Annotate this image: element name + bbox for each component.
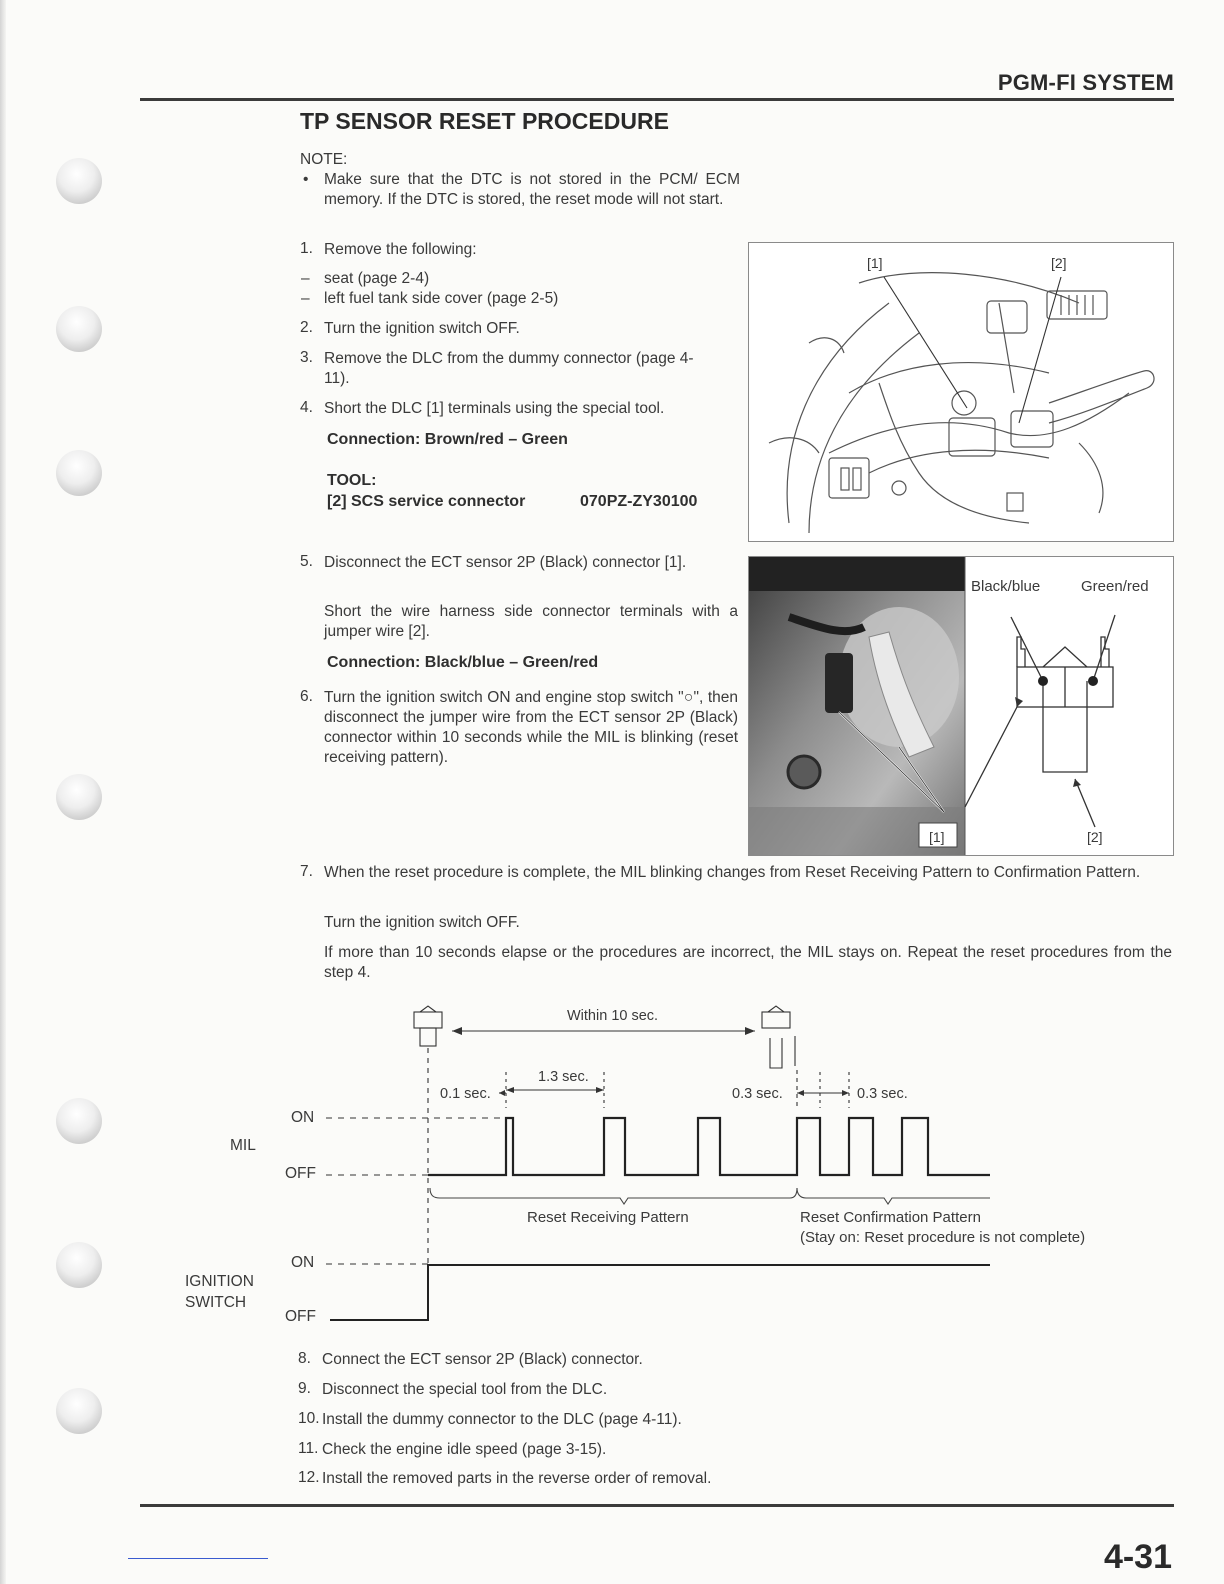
timing-label: Within 10 sec. (567, 1008, 659, 1024)
timing-label: 0.3 sec. (732, 1086, 783, 1102)
off-label: OFF (285, 1308, 316, 1325)
ignition-label: IGNITION (185, 1273, 254, 1290)
timing-label: 1.3 sec. (538, 1069, 589, 1085)
wire-color-label: Green/red (1081, 578, 1149, 595)
off-label: OFF (285, 1165, 316, 1182)
step-number: 1. (300, 240, 313, 257)
on-label: ON (291, 1109, 315, 1126)
bullet-icon: • (303, 171, 309, 188)
step-text: Turn the ignition switch ON and engine stop switch "○", then disconnect the jumper wire from the ECT sensor 2P (Black) connector within 10 seconds while the MIL is blinking (reset receiving pattern). (324, 689, 738, 766)
step-text: Disconnect the ECT sensor 2P (Black) connector [1]. (324, 554, 687, 571)
callout-label: [1] (867, 255, 883, 271)
step-text: When the reset procedure is complete, the MIL blinking changes from Reset Receiving Pattern to Confirmation Pattern. (324, 864, 1141, 881)
step-text: Install the dummy connector to the DLC (page 4-11). (322, 1411, 682, 1428)
step-number: 7. (300, 863, 313, 880)
connection-spec: Connection: Black/blue – Green/red (327, 654, 599, 671)
step-text: Remove the DLC from the dummy connector (page 4-11). (324, 350, 694, 387)
dash-icon: – (301, 270, 310, 287)
step-number: 12. (298, 1469, 320, 1486)
step-text: Turn the ignition switch OFF. (324, 320, 520, 337)
pattern-label: Reset Confirmation Pattern (800, 1209, 981, 1226)
step-number: 9. (298, 1380, 311, 1397)
timing-label: 0.1 sec. (440, 1086, 491, 1102)
procedure-title: TP SENSOR RESET PROCEDURE (300, 108, 669, 134)
note-label: NOTE: (300, 151, 348, 168)
remove-item: seat (page 2-4) (324, 270, 430, 287)
callout-label: [1] (929, 829, 945, 845)
footer-rule (140, 1504, 1174, 1507)
pattern-label: Reset Receiving Pattern (527, 1209, 689, 1226)
step-number: 3. (300, 349, 313, 366)
step-detail: Turn the ignition switch OFF. (324, 914, 520, 931)
step-text: Short the DLC [1] terminals using the special tool. (324, 400, 665, 417)
step-detail: If more than 10 seconds elapse or the procedures are incorrect, the MIL stays on. Repeat the reset procedures from the step 4. (324, 944, 1172, 981)
ignition-label: SWITCH (185, 1294, 247, 1311)
section-title: PGM-FI SYSTEM (997, 70, 1174, 95)
step-text: Check the engine idle speed (page 3-15). (322, 1441, 607, 1458)
tool-label: TOOL: (327, 472, 377, 489)
callout-label: [2] (1051, 255, 1067, 271)
tool-number: 070PZ-ZY30100 (580, 493, 698, 510)
step-text: Install the removed parts in the reverse order of removal. (322, 1470, 712, 1487)
step-number: 8. (298, 1350, 311, 1367)
pattern-note: (Stay on: Reset procedure is not complete) (800, 1229, 1086, 1246)
timing-label: 0.3 sec. (857, 1086, 908, 1102)
step-number: 10. (298, 1410, 320, 1427)
step-number: 6. (300, 688, 313, 705)
dash-icon: – (301, 290, 310, 307)
footnote-line (128, 1558, 268, 1559)
step-number: 4. (300, 399, 313, 416)
step-text: Disconnect the special tool from the DLC. (322, 1381, 608, 1398)
step-text: Connect the ECT sensor 2P (Black) connector. (322, 1351, 643, 1368)
step-text: Remove the following: (324, 241, 477, 258)
remove-item: left fuel tank side cover (page 2-5) (324, 290, 559, 307)
step-number: 11. (298, 1440, 319, 1457)
step-detail: Short the wire harness side connector terminals with a jumper wire [2]. (324, 603, 738, 640)
page-number: 4-31 (1103, 1538, 1172, 1576)
tool-name: [2] SCS service connector (327, 493, 526, 510)
wire-color-label: Black/blue (971, 578, 1041, 595)
connection-spec: Connection: Brown/red – Green (327, 431, 568, 448)
step-number: 5. (300, 553, 313, 570)
on-label: ON (291, 1254, 315, 1271)
note-text: Make sure that the DTC is not stored in the PCM/ ECM memory. If the DTC is stored, the reset mode will not start. (324, 171, 740, 208)
callout-label: [2] (1087, 829, 1103, 845)
step-number: 2. (300, 319, 313, 336)
mil-label: MIL (230, 1137, 256, 1154)
